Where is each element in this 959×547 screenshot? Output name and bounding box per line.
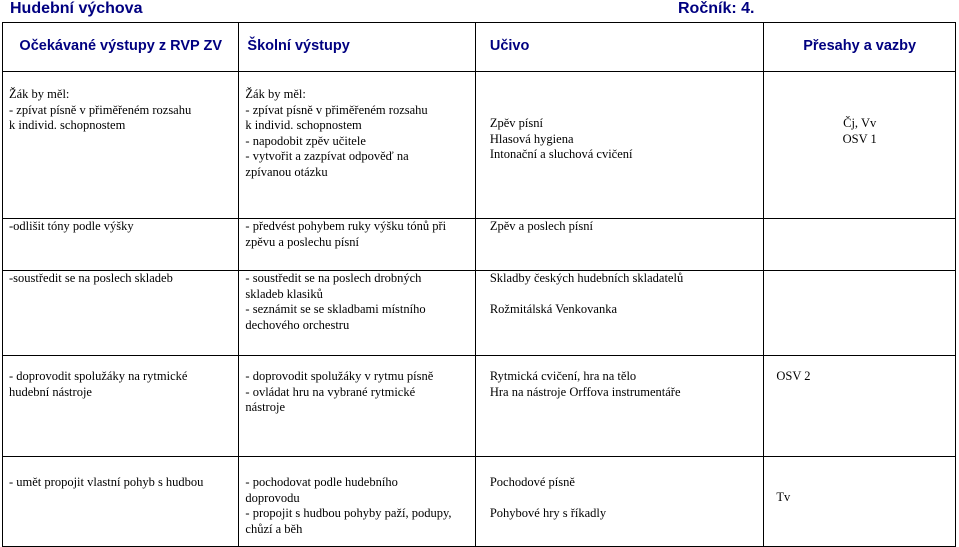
cell-expected-outcome: - doprovodit spolužáky na rytmické hudební nástroje bbox=[3, 356, 239, 457]
document-header bbox=[2, 0, 957, 22]
cell-school-outcome: - soustředit se na poslech drobných skladeb klasiků - seznámit se se skladbami místního dechového orchestru bbox=[239, 271, 475, 356]
cell-content: Zpěv a poslech písní bbox=[475, 219, 764, 271]
cell-expected-outcome: -odlišit tóny podle výšky bbox=[3, 219, 239, 271]
cell-school-outcome: - doprovodit spolužáky v rytmu písně - ovládat hru na vybrané rytmické nástroje bbox=[239, 356, 475, 457]
table-header-row bbox=[3, 23, 956, 72]
cell-expected-outcome: - umět propojit vlastní pohyb s hudbou bbox=[3, 457, 239, 547]
cell-content: Pochodové písně Pohybové hry s říkadly bbox=[475, 457, 764, 547]
table-row bbox=[3, 72, 956, 219]
cell-cross-links bbox=[764, 219, 956, 271]
cell-expected-outcome: Žák by měl: - zpívat písně v přiměřeném rozsahu k individ. schopnostem bbox=[3, 72, 239, 219]
cell-content: Rytmická cvičení, hra na tělo Hra na nástroje Orffova instrumentáře bbox=[475, 356, 764, 457]
table-row bbox=[3, 356, 956, 457]
column-header-school-outcomes: Školní výstupy bbox=[239, 23, 475, 72]
curriculum-table bbox=[2, 22, 956, 547]
grade-label: Ročník: 4. bbox=[678, 0, 755, 17]
cell-cross-links: Tv bbox=[764, 457, 956, 547]
cell-content: Zpěv písní Hlasová hygiena Intonační a sluchová cvičení bbox=[475, 72, 764, 219]
cell-school-outcome: Žák by měl: - zpívat písně v přiměřeném rozsahu k individ. schopnostem - napodobit zpěv učitele - vytvořit a zazpívat odpověď na zpívanou otázku bbox=[239, 72, 475, 219]
cell-school-outcome: - pochodovat podle hudebního doprovodu - propojit s hudbou pohyby paží, podupy, chůzí a běh bbox=[239, 457, 475, 547]
table-row bbox=[3, 271, 956, 356]
column-header-cross-links: Přesahy a vazby bbox=[764, 23, 956, 72]
cell-content: Skladby českých hudebních skladatelů Rožmitálská Venkovanka bbox=[475, 271, 764, 356]
column-header-content: Učivo bbox=[475, 23, 764, 72]
subject-title: Hudební výchova bbox=[10, 0, 143, 17]
cell-cross-links: OSV 2 bbox=[764, 356, 956, 457]
table-row bbox=[3, 219, 956, 271]
cell-cross-links: Čj, Vv OSV 1 bbox=[764, 72, 956, 219]
cell-school-outcome: - předvést pohybem ruky výšku tónů při zpěvu a poslechu písní bbox=[239, 219, 475, 271]
cell-expected-outcome: -soustředit se na poslech skladeb bbox=[3, 271, 239, 356]
cell-cross-links bbox=[764, 271, 956, 356]
column-header-expected-outcomes: Očekávané výstupy z RVP ZV bbox=[3, 23, 239, 72]
table-row bbox=[3, 457, 956, 547]
